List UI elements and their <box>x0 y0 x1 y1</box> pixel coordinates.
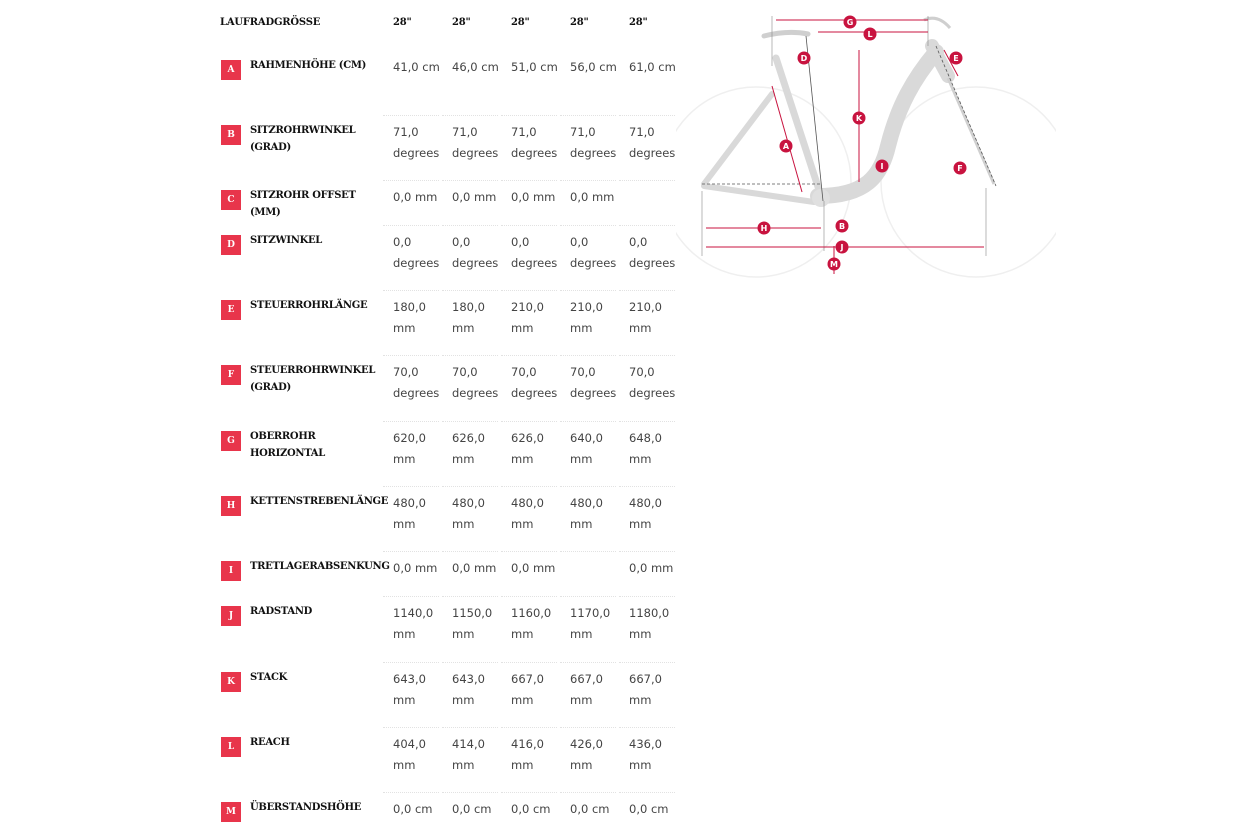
row-separator <box>442 225 498 226</box>
row-label: RADSTAND <box>250 606 313 617</box>
size-value: 71,0 degrees <box>393 125 440 160</box>
row-separator <box>442 180 498 181</box>
size-value: 61,0 cm <box>629 60 676 74</box>
size-value: 46,0 cm <box>452 60 499 74</box>
row-separator <box>501 115 557 116</box>
row-separator <box>442 115 498 116</box>
row-label: STACK <box>250 672 288 683</box>
size-value: 640,0 mm <box>570 431 603 466</box>
row-key-badge: L <box>221 737 241 757</box>
dimension-marker-label: A <box>782 142 790 151</box>
row-separator <box>501 662 557 663</box>
row-separator <box>383 596 439 597</box>
size-value: 414,0 mm <box>452 737 485 772</box>
row-separator <box>619 792 675 793</box>
size-value: 70,0 degrees <box>452 365 499 400</box>
row-label: SITZROHRWINKEL (GRAD) <box>250 125 356 153</box>
row-separator <box>619 551 675 552</box>
size-value: 51,0 cm <box>511 60 558 74</box>
row-separator <box>383 115 439 116</box>
row-separator <box>383 180 439 181</box>
row-separator <box>619 225 675 226</box>
row-label: SITZWINKEL <box>250 235 323 246</box>
saddle <box>764 32 808 36</box>
size-value: 0,0 mm <box>629 561 674 575</box>
size-value: 70,0 degrees <box>570 365 617 400</box>
row-separator <box>442 792 498 793</box>
size-value: 71,0 degrees <box>452 125 499 160</box>
size-value: 0,0 degrees <box>452 235 499 270</box>
row-separator <box>383 727 439 728</box>
size-value: 41,0 cm <box>393 60 440 74</box>
size-column-header: 28" <box>570 17 589 28</box>
row-key-badge: C <box>221 190 241 210</box>
row-separator <box>560 115 616 116</box>
row-key-badge: D <box>221 235 241 255</box>
row-key-badge: G <box>221 431 241 451</box>
row-key-badge: A <box>221 60 241 80</box>
size-value: 620,0 mm <box>393 431 426 466</box>
row-label: RAHMENHÖHE (CM) <box>250 60 367 71</box>
size-value: 416,0 mm <box>511 737 544 772</box>
row-separator <box>501 225 557 226</box>
row-separator <box>442 596 498 597</box>
dimension-marker-label: H <box>760 224 768 233</box>
row-separator <box>560 792 616 793</box>
size-value: 0,0 mm <box>452 561 497 575</box>
size-column-header: 28" <box>452 17 471 28</box>
size-value: 0,0 mm <box>570 190 615 204</box>
row-label: ÜBERSTANDSHÖHE <box>250 802 362 813</box>
size-value: 70,0 degrees <box>629 365 676 400</box>
row-key-badge: E <box>221 300 241 320</box>
row-separator <box>501 486 557 487</box>
size-value: 1170,0 mm <box>570 606 611 641</box>
row-label: REACH <box>250 737 290 748</box>
size-value: 71,0 degrees <box>570 125 617 160</box>
row-separator <box>501 355 557 356</box>
row-separator <box>501 180 557 181</box>
row-separator <box>560 355 616 356</box>
size-value: 70,0 degrees <box>393 365 440 400</box>
row-separator <box>501 421 557 422</box>
dimension-marker-label: L <box>867 30 873 39</box>
bike-geometry-diagram <box>676 6 1056 284</box>
row-label: OBERROHR HORIZONTAL <box>250 431 325 459</box>
chain-stay <box>704 186 814 202</box>
row-separator <box>442 551 498 552</box>
size-value: 0,0 degrees <box>629 235 676 270</box>
row-separator <box>442 290 498 291</box>
row-separator <box>560 727 616 728</box>
size-value: 0,0 cm <box>629 802 669 816</box>
row-separator <box>501 290 557 291</box>
size-value: 1140,0 mm <box>393 606 434 641</box>
size-value: 0,0 cm <box>511 802 551 816</box>
row-separator <box>383 290 439 291</box>
size-value: 71,0 degrees <box>629 125 676 160</box>
size-value: 71,0 degrees <box>511 125 558 160</box>
row-separator <box>383 551 439 552</box>
dimension-marker-label: K <box>855 114 863 123</box>
row-key-badge: H <box>221 496 241 516</box>
row-key-badge: I <box>221 561 241 581</box>
row-key-badge: F <box>221 365 241 385</box>
size-value: 404,0 mm <box>393 737 426 772</box>
row-separator <box>501 551 557 552</box>
size-value: 626,0 mm <box>452 431 485 466</box>
row-separator <box>560 551 616 552</box>
size-value: 1180,0 mm <box>629 606 670 641</box>
size-value: 1160,0 mm <box>511 606 552 641</box>
row-separator <box>619 596 675 597</box>
size-value: 56,0 cm <box>570 60 617 74</box>
row-key-badge: M <box>221 802 241 822</box>
dimension-marker-label: D <box>800 54 808 63</box>
size-value: 643,0 mm <box>452 672 485 707</box>
size-value: 180,0 mm <box>452 300 485 335</box>
size-value: 0,0 mm <box>393 561 438 575</box>
size-value: 0,0 mm <box>452 190 497 204</box>
row-separator <box>619 355 675 356</box>
bottom-bracket <box>812 189 830 207</box>
row-key-badge: K <box>221 672 241 692</box>
size-value: 480,0 mm <box>452 496 485 531</box>
row-separator <box>619 662 675 663</box>
size-value: 1150,0 mm <box>452 606 493 641</box>
size-value: 0,0 cm <box>452 802 492 816</box>
row-separator <box>619 486 675 487</box>
size-value: 0,0 mm <box>511 561 556 575</box>
row-separator <box>442 727 498 728</box>
dimension-marker-label: M <box>830 260 838 269</box>
row-separator <box>560 486 616 487</box>
size-column-header: 28" <box>511 17 530 28</box>
size-value: 667,0 mm <box>511 672 544 707</box>
size-value: 480,0 mm <box>570 496 603 531</box>
size-value: 0,0 degrees <box>570 235 617 270</box>
size-value: 426,0 mm <box>570 737 603 772</box>
row-key-badge: B <box>221 125 241 145</box>
row-separator <box>442 355 498 356</box>
dimension-marker-label: E <box>953 54 959 63</box>
row-key-badge: J <box>221 606 241 626</box>
row-separator <box>560 290 616 291</box>
size-value: 480,0 mm <box>511 496 544 531</box>
size-value: 626,0 mm <box>511 431 544 466</box>
row-separator <box>560 225 616 226</box>
row-label: TRETLAGERABSENKUNG <box>250 561 390 572</box>
size-value: 0,0 degrees <box>393 235 440 270</box>
seat-stay <box>704 94 772 184</box>
size-column-header: 28" <box>629 17 648 28</box>
size-value: 436,0 mm <box>629 737 662 772</box>
size-value: 480,0 mm <box>629 496 662 531</box>
size-value: 180,0 mm <box>393 300 426 335</box>
dimension-marker-label: B <box>838 222 846 231</box>
row-separator <box>383 662 439 663</box>
row-separator <box>501 596 557 597</box>
size-value: 667,0 mm <box>570 672 603 707</box>
row-separator <box>560 180 616 181</box>
row-separator <box>619 180 675 181</box>
dimension-marker-label: G <box>846 18 854 27</box>
row-label: STEUERROHRLÄNGE <box>250 300 368 311</box>
row-separator <box>442 421 498 422</box>
row-separator <box>383 355 439 356</box>
row-separator <box>560 596 616 597</box>
size-value: 480,0 mm <box>393 496 426 531</box>
size-value: 0,0 cm <box>393 802 433 816</box>
row-separator <box>383 486 439 487</box>
dimension-marker-label: F <box>957 164 963 173</box>
size-value: 0,0 mm <box>511 190 556 204</box>
row-separator <box>619 290 675 291</box>
down-tube <box>818 52 936 196</box>
row-separator <box>383 792 439 793</box>
seat-tube <box>776 58 821 196</box>
size-value: 210,0 mm <box>511 300 544 335</box>
row-separator <box>383 421 439 422</box>
row-separator <box>619 727 675 728</box>
size-value: 210,0 mm <box>570 300 603 335</box>
size-value: 0,0 cm <box>570 802 610 816</box>
wheel-size-header: LAUFRADGRÖSSE <box>220 17 321 28</box>
size-value: 643,0 mm <box>393 672 426 707</box>
row-separator <box>560 662 616 663</box>
size-column-header: 28" <box>393 17 412 28</box>
row-separator <box>619 421 675 422</box>
row-label: KETTENSTREBENLÄNGE <box>250 496 389 507</box>
dimension-marker-label: J <box>840 243 844 252</box>
row-label: STEUERROHRWINKEL (GRAD) <box>250 365 376 393</box>
row-separator <box>383 225 439 226</box>
size-value: 0,0 mm <box>393 190 438 204</box>
row-separator <box>560 421 616 422</box>
front-wheel <box>881 87 1056 277</box>
size-value: 0,0 degrees <box>511 235 558 270</box>
head-tube <box>932 46 948 76</box>
size-value: 70,0 degrees <box>511 365 558 400</box>
row-separator <box>501 727 557 728</box>
row-separator <box>442 486 498 487</box>
row-separator <box>619 115 675 116</box>
size-value: 667,0 mm <box>629 672 662 707</box>
row-separator <box>442 662 498 663</box>
size-value: 210,0 mm <box>629 300 662 335</box>
dimension-marker-label: I <box>880 162 884 171</box>
row-separator <box>501 792 557 793</box>
row-label: SITZROHR OFFSET (MM) <box>250 190 356 218</box>
size-value: 648,0 mm <box>629 431 662 466</box>
